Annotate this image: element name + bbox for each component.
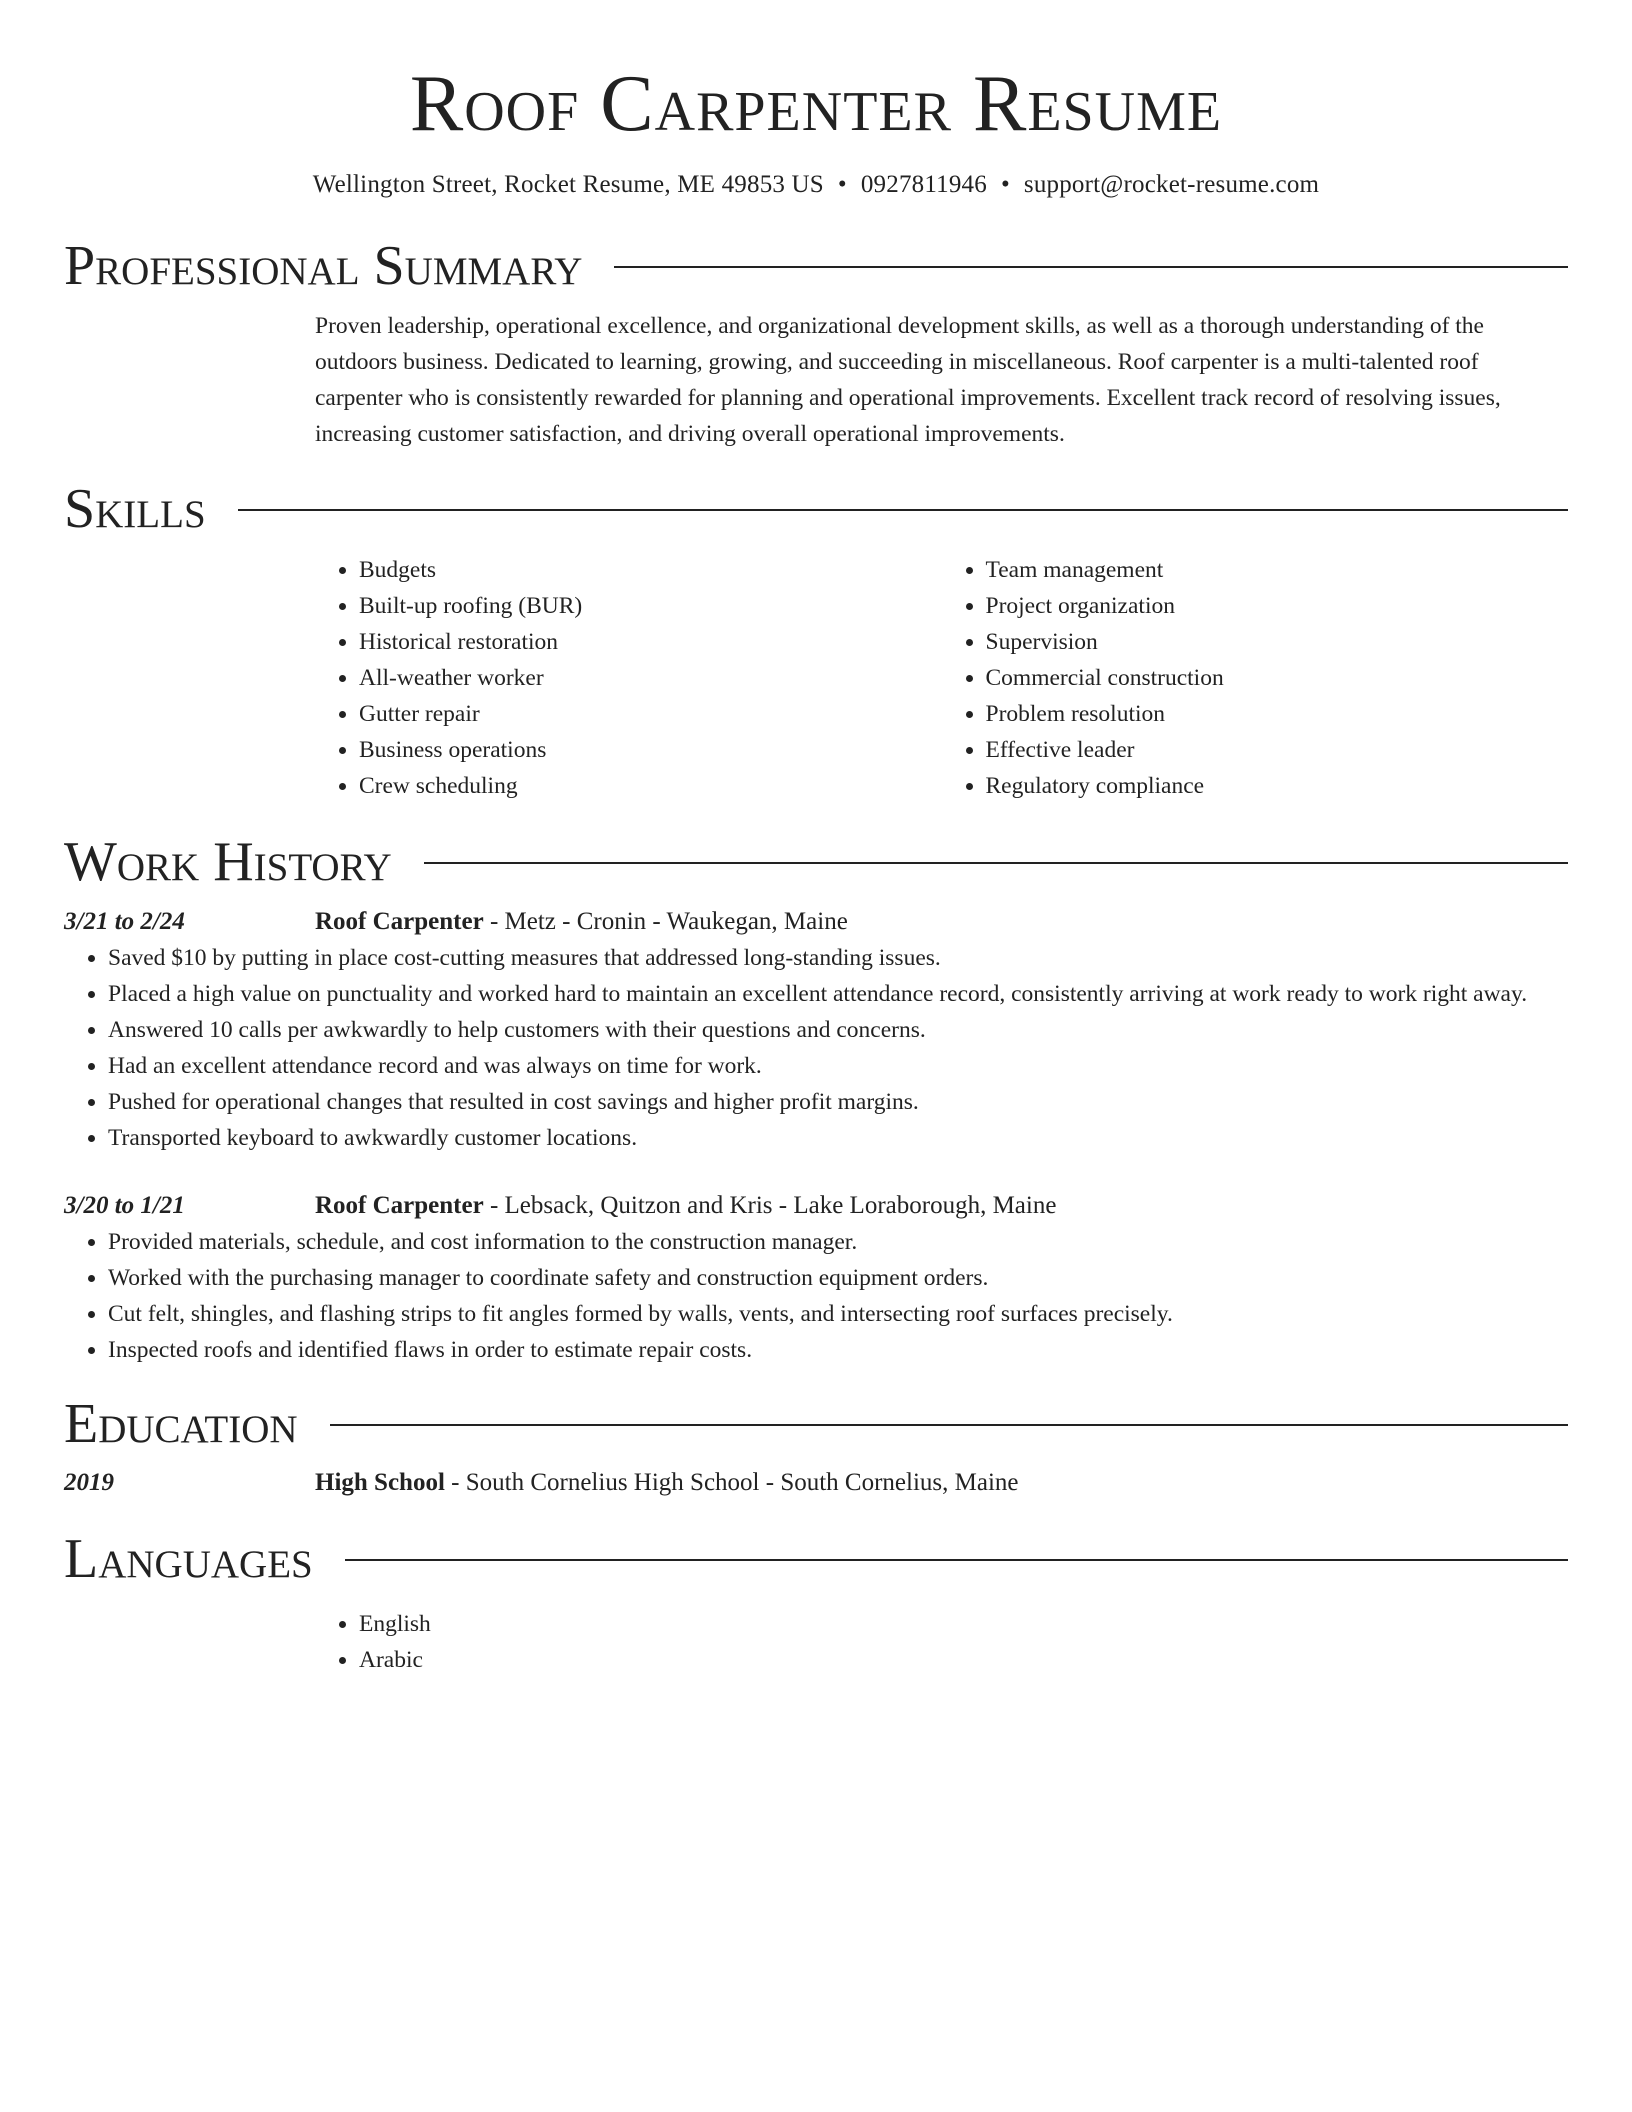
skill-item: • Effective leader: [986, 732, 1569, 768]
education-degree: High School: [315, 1469, 445, 1496]
language-item: • Arabic: [359, 1642, 1568, 1678]
job-header: [64, 904, 1568, 940]
job-bullet: • Worked with the purchasing manager to coordinate safety and construction equipment orders.: [108, 1260, 1568, 1296]
job-title: Roof Carpenter: [315, 908, 484, 935]
skill-item: • Regulatory compliance: [986, 768, 1569, 804]
job-bullet: • Placed a high value on punctuality and worked hard to maintain an excellent attendance record, consistently arriving at work ready to work right away.: [108, 976, 1568, 1012]
education-row: [64, 1465, 1568, 1501]
job-bullet: • Provided materials, schedule, and cost information to the construction manager.: [108, 1224, 1568, 1260]
job-bullet: • Cut felt, shingles, and flashing strips to fit angles formed by walls, vents, and intersecting roof surfaces precisely.: [108, 1296, 1568, 1332]
job-bullets: [64, 940, 1568, 1156]
job-header: [64, 1188, 1568, 1224]
contact-separator: •: [837, 171, 847, 198]
resume-page: [64, 0, 1568, 1678]
summary-text: Proven leadership, operational excellence, and organizational development skills, as well as a thorough understanding of the outdoors business. Dedicated to learning, growing, and succeeding in miscellaneous. Roof carpenter is a multi-talented roof carpenter who is consistently rewarded for planning and operational improvements. Excellent track record of resolving issues, increasing customer satisfaction, and driving overall operational improvements.: [315, 313, 1501, 447]
job-details: - Metz - Cronin - Waukegan, Maine: [483, 908, 848, 935]
skill-item: • Problem resolution: [986, 696, 1569, 732]
summary-heading-row: [64, 236, 1568, 296]
summary-section: [64, 236, 1568, 452]
languages-list: [315, 1606, 1568, 1678]
skill-item: • Gutter repair: [359, 696, 942, 732]
skill-item: • Crew scheduling: [359, 768, 942, 804]
education-heading: Education: [64, 1393, 298, 1455]
skill-item: • Commercial construction: [986, 660, 1569, 696]
skill-item: • Historical restoration: [359, 624, 942, 660]
section-divider: [330, 1424, 1568, 1426]
work-history-heading: Work History: [64, 831, 392, 893]
job-bullet: • Transported keyboard to awkwardly customer locations.: [108, 1120, 1568, 1156]
section-divider: [345, 1559, 1568, 1561]
skill-item: • Built-up roofing (BUR): [359, 588, 942, 624]
job-dates: 3/20 to 1/21: [64, 1192, 185, 1219]
section-divider: [238, 509, 1568, 511]
education-heading-text: [315, 1465, 1019, 1501]
education-year: 2019: [64, 1469, 114, 1496]
job-title: Roof Carpenter: [315, 1192, 484, 1219]
skill-item: • Supervision: [986, 624, 1569, 660]
job-entry: [64, 1188, 1568, 1368]
education-section: [64, 1394, 1568, 1501]
section-divider: [614, 266, 1568, 268]
skill-item: • Project organization: [986, 588, 1569, 624]
contact-line: [64, 169, 1568, 201]
languages-body: [315, 1606, 1568, 1678]
job-bullets: [64, 1224, 1568, 1368]
job-heading: [315, 1188, 1056, 1224]
job-details: - Lebsack, Quitzon and Kris - Lake Loraborough, Maine: [483, 1192, 1057, 1219]
education-entry: [64, 1465, 1568, 1501]
skills-grid: [315, 552, 1568, 804]
contact-email[interactable]: support@rocket-resume.com: [1023, 171, 1320, 198]
work-history-section: [64, 832, 1568, 1368]
section-divider: [424, 862, 1568, 864]
job-bullet: • Pushed for operational changes that resulted in cost savings and higher profit margins.: [108, 1084, 1568, 1120]
language-item: • English: [359, 1606, 1568, 1642]
contact-phone: 0927811946: [860, 171, 987, 198]
skill-item: • Team management: [986, 552, 1569, 588]
skills-section: [64, 479, 1568, 804]
job-entry: [64, 904, 1568, 1156]
skills-list-left: [315, 552, 942, 804]
skills-heading-row: [64, 479, 1568, 539]
resume-title: Roof Carpenter Resume: [409, 60, 1223, 148]
skills-heading: Skills: [64, 478, 206, 540]
job-bullet: • Had an excellent attendance record and was always on time for work.: [108, 1048, 1568, 1084]
job-heading: [315, 904, 848, 940]
languages-section: [64, 1529, 1568, 1678]
job-bullet: • Inspected roofs and identified flaws in order to estimate repair costs.: [108, 1332, 1568, 1368]
contact-separator: •: [1000, 171, 1010, 198]
skill-item: • Business operations: [359, 732, 942, 768]
summary-heading: Professional Summary: [64, 235, 583, 297]
languages-heading-row: [64, 1529, 1568, 1589]
summary-body: [315, 308, 1568, 452]
job-dates: 3/21 to 2/24: [64, 908, 185, 935]
contact-address: Wellington Street, Rocket Resume, ME 49853 US: [312, 171, 824, 198]
education-heading-row: [64, 1394, 1568, 1454]
skill-item: • All-weather worker: [359, 660, 942, 696]
work-heading-row: [64, 832, 1568, 892]
skills-list-right: [942, 552, 1569, 804]
skill-item: • Budgets: [359, 552, 942, 588]
languages-heading: Languages: [64, 1528, 313, 1590]
education-details: - South Cornelius High School - South Cornelius, Maine: [444, 1469, 1019, 1496]
job-bullet: • Saved $10 by putting in place cost-cutting measures that addressed long-standing issues.: [108, 940, 1568, 976]
job-bullet: • Answered 10 calls per awkwardly to help customers with their questions and concerns.: [108, 1012, 1568, 1048]
